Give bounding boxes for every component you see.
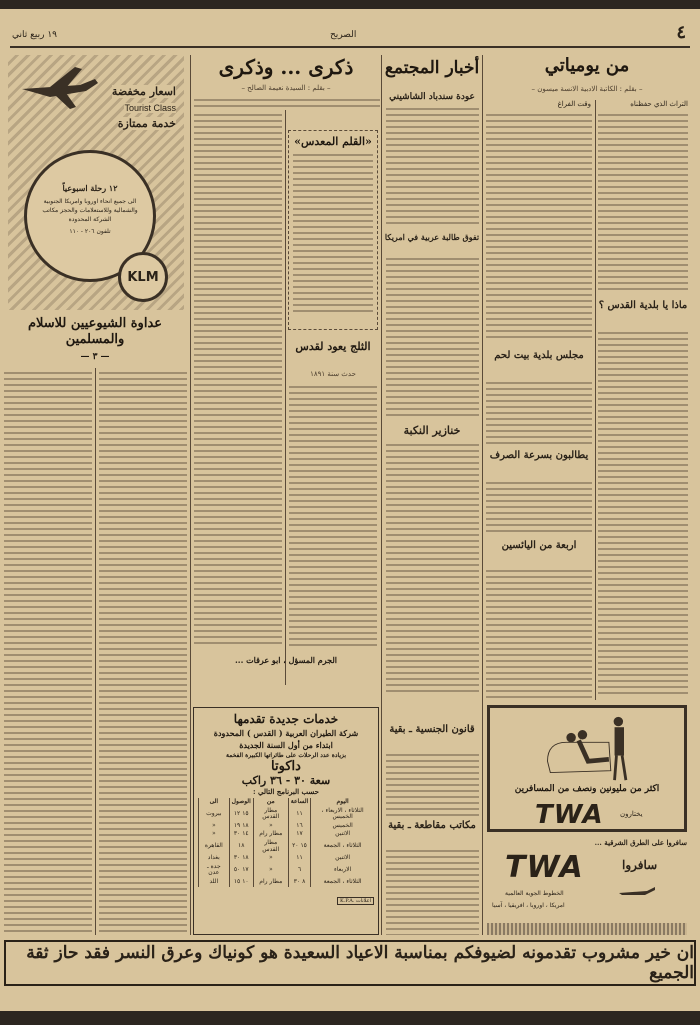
- airways-title: خدمات جديدة تقدمها: [233, 712, 339, 726]
- boxed-article: [288, 130, 378, 330]
- klm-phone: تلفون ٢٠٦ - ١١٠: [69, 228, 111, 235]
- table-cell: مطار رام: [253, 830, 288, 839]
- table-row: [199, 830, 375, 839]
- table-cell: اللد: [199, 878, 230, 887]
- boxed-article-title: «القلم المعدس»: [294, 135, 372, 148]
- diary-sub3: مجلس بلدية بيت لحم: [486, 350, 592, 361]
- table-cell: القاهرة: [199, 839, 230, 854]
- column-header: من: [253, 798, 288, 807]
- table-cell: ١٥ ٢٠: [288, 839, 310, 854]
- diary-sub5: اربعة من اليائسين: [486, 540, 592, 551]
- society-headline: أخبار المجتمع: [384, 58, 480, 78]
- diary-byline: – بقلم : الكاتبة الادبية الانسة ميسون –: [531, 85, 643, 93]
- column-divider: [190, 55, 191, 935]
- schedule-table: [198, 798, 374, 887]
- issue-date: ١٩ ربيع ثاني: [12, 30, 58, 40]
- society-sub4: قانون الجنسية ـ بقية: [383, 724, 481, 735]
- table-row: [199, 863, 375, 878]
- table-cell: الاربعاء: [311, 863, 374, 878]
- passengers-illustration: [540, 714, 640, 786]
- table-cell: الثلاثاء ، الجمعة: [311, 839, 374, 854]
- article-text: [99, 370, 187, 935]
- table-cell: بغداد: [199, 854, 230, 863]
- article-text: [194, 97, 380, 110]
- twa-advertisement: [487, 705, 687, 832]
- table-cell: الثلاثاء ، الاربعاء ، الخميس: [311, 807, 374, 822]
- article-text: [486, 380, 592, 444]
- airplane-icon: [617, 883, 657, 899]
- column-divider: [95, 368, 96, 935]
- article-text: [386, 848, 479, 935]
- article-text: [486, 112, 592, 342]
- column-divider: [285, 110, 286, 685]
- society-sub2: تفوق طالبة عربية في امريكا: [384, 232, 480, 242]
- article-text: [598, 112, 688, 292]
- plane-name: داكوتا: [271, 759, 301, 774]
- table-cell: ١٧: [288, 830, 310, 839]
- article-text: [289, 384, 377, 646]
- twa2-slogan: سافروا على الطرق الشرقية ...: [594, 838, 687, 847]
- article-text: [386, 256, 479, 416]
- article-text: [386, 752, 479, 816]
- article-text: [598, 330, 688, 697]
- diary-sub2: ماذا يا بلدية القدس ؟: [598, 300, 688, 311]
- dhikra-footer: الجرم المسؤل ، ابو عرقات ...: [235, 655, 337, 665]
- ad-tourist-class: Tourist Class: [124, 103, 176, 113]
- page-bottom-edge: [0, 1011, 700, 1025]
- table-cell: «: [199, 830, 230, 839]
- newspaper-name: الصريح: [330, 30, 357, 40]
- table-row: [199, 878, 375, 887]
- table-cell: مطار القدس: [253, 839, 288, 854]
- table-cell: ١٨: [229, 839, 253, 854]
- column-header: الساعة: [288, 798, 310, 807]
- table-cell: ١٦: [288, 822, 310, 831]
- table-cell: ١١: [288, 854, 310, 863]
- part-number: — ٣ —: [80, 352, 110, 362]
- klm-logo: KLM: [118, 252, 168, 302]
- cognac-banner: ان خير مشروب تقدمونه لضيوفكم بمناسبة الاعياد السعيدة هو كونياك وعرق النسر فقد حاز ثقة الجميع: [4, 940, 696, 986]
- table-cell: «: [253, 822, 288, 831]
- diary-sub4: يطالبون بسرعة الصرف: [486, 450, 592, 461]
- society-sub5: مكاتب مقاطعة ـ بقية: [383, 820, 481, 831]
- diary-sub-b: وقت الفراغ: [557, 100, 591, 108]
- table-cell: مطار القدس: [253, 807, 288, 822]
- table-cell: ١٠ ١٥: [229, 878, 253, 887]
- snow-note: حدث سنة ١٨٩١: [310, 370, 356, 378]
- column-header: الوصول: [229, 798, 253, 807]
- table-cell: ٨ ٣٠: [288, 878, 310, 887]
- article-text: [4, 370, 92, 935]
- column-header: اليوم: [311, 798, 374, 807]
- table-cell: الاثنين: [311, 854, 374, 863]
- table-row: [199, 807, 375, 822]
- table-row: [199, 854, 375, 863]
- twa2-sub: الخطوط الجوية العالمية: [505, 890, 564, 897]
- page-top-edge: [0, 0, 700, 9]
- table-cell: جدة ـ عدن: [199, 863, 230, 878]
- twa2-logo: TWA: [505, 850, 584, 885]
- table-header-row: [199, 798, 375, 807]
- article-text: [386, 442, 479, 692]
- program-label: حسب البرنامج التالي :: [252, 787, 320, 796]
- plane-capacity: سعة ٣٠ - ٣٦ راكب: [241, 774, 331, 787]
- table-cell: ١٤ ٣٠: [229, 830, 253, 839]
- column-header: الى: [199, 798, 230, 807]
- article-text: [486, 568, 592, 698]
- table-cell: الخميس: [311, 822, 374, 831]
- table-cell: بيروت: [199, 807, 230, 822]
- airplane-icon: [20, 67, 100, 107]
- airways-company: شركة الطيران العربية ( القدس ) المحدودة: [213, 728, 359, 738]
- communists-headline: عداوة الشيوعيين للاسلام والمسلمين: [27, 316, 163, 347]
- page-number: ٤: [676, 22, 686, 43]
- twa-advertisement-2: [487, 838, 687, 935]
- airways-extra: بزيادة عدد الرحلات على طائراتها الكبيرة الفخمة: [225, 752, 347, 759]
- column-divider: [595, 100, 596, 700]
- snow-headline: الثلج يعود لقدس: [295, 340, 371, 353]
- table-cell: الاثنين: [311, 830, 374, 839]
- article-text: [486, 480, 592, 536]
- ad-reduced-fares: اسعار مخفضة: [111, 85, 176, 98]
- twa2-brand: سافروا: [622, 858, 658, 872]
- airways-start: ابتداء من أول السنة الجديدة: [239, 740, 333, 750]
- arab-airways-advertisement: [193, 707, 379, 935]
- weekly-flights: ١٢ رحلة اسبوعياً: [62, 183, 118, 193]
- diary-sub-a: التراث الذي حفظناه: [630, 100, 688, 108]
- article-text: [293, 152, 373, 312]
- table-row: [199, 839, 375, 854]
- diary-headline: من يومياتي: [544, 55, 630, 76]
- table-cell: «: [199, 822, 230, 831]
- table-cell: ١٥ ١٢: [229, 807, 253, 822]
- ad-strip: [487, 923, 687, 935]
- header-rule: [10, 46, 690, 48]
- twa-slogan: اكثر من مليونين ونصف من المسافرين: [514, 784, 660, 794]
- table-cell: مطار رام: [253, 878, 288, 887]
- table-cell: «: [253, 863, 288, 878]
- table-cell: ١٨ ٣٠: [229, 854, 253, 863]
- table-cell: ١١: [288, 807, 310, 822]
- column-divider: [381, 55, 382, 935]
- table-cell: الثلاثاء ، الجمعة: [311, 878, 374, 887]
- table-cell: ١٧ ٥٠: [229, 863, 253, 878]
- dhikra-byline: – بقلم : السيدة نعيمة الصالح –: [241, 84, 331, 92]
- dhikra-headline: ذكرى ... وذكرى: [218, 55, 354, 79]
- twa2-destinations: امريكا ، اوروبا ، افريقيا ، آسيا: [492, 902, 565, 909]
- twa-prefix: يختارون: [620, 810, 643, 818]
- article-text: [194, 112, 282, 647]
- ad-excellent-service: خدمة ممتازة: [117, 117, 176, 130]
- twa-logo: TWA: [535, 800, 604, 830]
- society-sub3: خنازير النكبة: [383, 424, 481, 437]
- table-cell: ١٨ ١٩: [229, 822, 253, 831]
- table-cell: ٦: [288, 863, 310, 878]
- article-text: [386, 106, 479, 224]
- column-divider: [482, 55, 483, 935]
- klm-ad-body: الى جميع انحاء اوروبا وامريكا الجنوبية والشمالية وللاستعلامات والحجز مكاتب الشركة المحدودة: [42, 198, 138, 223]
- table-row: [199, 822, 375, 831]
- table-cell: «: [253, 854, 288, 863]
- agent-label: K.P.A. اعلانات: [337, 897, 374, 905]
- society-sub1: عودة سندباد الشاشيني: [383, 92, 481, 102]
